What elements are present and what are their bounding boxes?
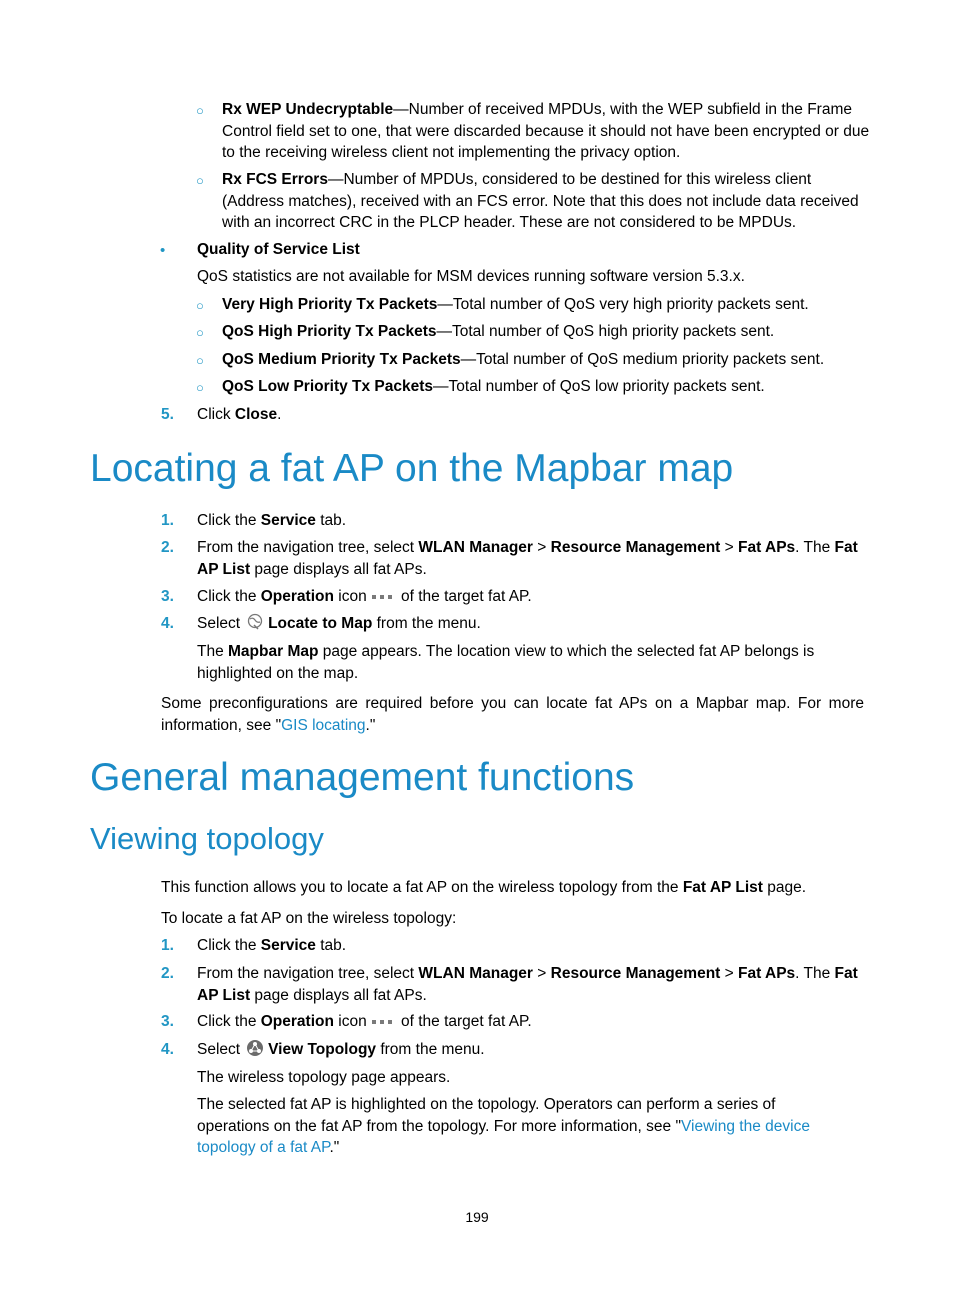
ui-term: Fat APs bbox=[738, 539, 796, 556]
text: icon bbox=[333, 1013, 367, 1030]
topology-intro bbox=[161, 877, 864, 899]
device-topology-link[interactable]: Viewing the device topology of a fat AP bbox=[197, 1117, 810, 1156]
ui-term: Close bbox=[234, 406, 278, 423]
section-heading-general: General management functions bbox=[90, 756, 635, 799]
text: page displays all fat APs. bbox=[250, 560, 427, 578]
ui-term: View Topology bbox=[268, 1041, 377, 1058]
sub-bullet-marker: ○ bbox=[196, 298, 204, 313]
ui-term: Operation bbox=[260, 1013, 334, 1030]
text: > bbox=[532, 539, 551, 556]
text: Select bbox=[197, 1041, 241, 1058]
locate-to-map-icon bbox=[246, 613, 264, 631]
sub-bullet-marker: ○ bbox=[196, 103, 204, 118]
sub-bullet-marker: ○ bbox=[196, 325, 204, 340]
ui-term: WLAN Manager bbox=[418, 965, 533, 982]
step-number: 4. bbox=[161, 1041, 174, 1058]
ui-term: Resource Management bbox=[550, 965, 721, 982]
text: . The bbox=[795, 965, 835, 982]
text: page displays all fat APs. bbox=[250, 986, 427, 1004]
operation-dots-icon bbox=[371, 1017, 393, 1027]
text: of the target fat AP. bbox=[396, 1013, 532, 1030]
step-number: 2. bbox=[161, 965, 174, 982]
mapbar-step-3 bbox=[197, 586, 872, 608]
text: Click the bbox=[197, 588, 261, 605]
sub-bullet-marker: ○ bbox=[196, 380, 204, 395]
topology-step-2 bbox=[197, 963, 872, 1006]
text: The bbox=[197, 643, 229, 660]
list-item-qos-low bbox=[222, 376, 872, 398]
text: page appears. The location view to which the selected fat AP belongs is highlighted on the map. bbox=[197, 643, 815, 682]
step-number: 3. bbox=[161, 588, 174, 605]
text: . The bbox=[795, 539, 835, 556]
text: This function allows you to locate a fat AP on the wireless topology from the bbox=[161, 879, 683, 896]
mapbar-info-paragraph bbox=[161, 693, 864, 736]
mapbar-step-4-note bbox=[197, 641, 872, 684]
text: ." bbox=[329, 1139, 340, 1156]
sub-heading-viewing-topology: Viewing topology bbox=[90, 821, 324, 856]
sub-bullet-marker: ○ bbox=[196, 173, 204, 188]
topology-step-4-note-1: The wireless topology page appears. bbox=[197, 1069, 451, 1086]
list-item-rx-fcs bbox=[222, 169, 872, 234]
qos-note: QoS statistics are not available for MSM devices running software version 5.3.x. bbox=[197, 268, 745, 285]
list-item-qos-high bbox=[222, 321, 872, 343]
description: —Total number of QoS high priority packets sent. bbox=[436, 323, 775, 340]
sub-bullet-marker: ○ bbox=[196, 353, 204, 368]
step-number: 1. bbox=[161, 937, 174, 954]
step-5 bbox=[197, 404, 872, 426]
page-number: 199 bbox=[465, 1209, 489, 1225]
text: Select bbox=[197, 615, 241, 632]
description: —Total number of QoS low priority packets sent. bbox=[433, 378, 765, 395]
list-item-rx-wep bbox=[222, 99, 872, 164]
step-number: 1. bbox=[161, 512, 174, 529]
description: —Total number of QoS very high priority packets sent. bbox=[437, 296, 809, 313]
text: Click bbox=[197, 406, 235, 423]
term: Rx FCS Errors bbox=[222, 171, 328, 188]
text: Click the bbox=[197, 512, 261, 529]
term: Rx WEP Undecryptable bbox=[222, 101, 394, 118]
ui-term: Fat AP List bbox=[197, 539, 858, 578]
text: > bbox=[720, 965, 739, 982]
ui-term: Fat AP List bbox=[682, 879, 763, 896]
term: QoS Low Priority Tx Packets bbox=[222, 378, 434, 395]
list-item-qos-very-high bbox=[222, 294, 872, 316]
ui-term: Service bbox=[260, 512, 316, 529]
step-number: 2. bbox=[161, 539, 174, 556]
qos-heading: Quality of Service List bbox=[197, 241, 360, 258]
ui-term: Operation bbox=[260, 588, 334, 605]
ui-term: Fat APs bbox=[738, 965, 796, 982]
mapbar-step-1 bbox=[197, 510, 872, 532]
operation-dots-icon bbox=[371, 592, 393, 602]
text: . bbox=[277, 406, 282, 423]
ui-term: Mapbar Map bbox=[228, 643, 319, 660]
topology-step-4-note-2 bbox=[197, 1094, 837, 1159]
ui-term: Locate to Map bbox=[268, 615, 373, 632]
step-number: 3. bbox=[161, 1013, 174, 1030]
text: Click the bbox=[197, 937, 261, 954]
topology-step-1 bbox=[197, 935, 872, 957]
view-topology-icon bbox=[246, 1039, 264, 1057]
ui-term: WLAN Manager bbox=[418, 539, 533, 556]
term: QoS High Priority Tx Packets bbox=[222, 323, 437, 340]
text: page. bbox=[762, 879, 807, 896]
ui-term: Fat AP List bbox=[197, 965, 858, 1004]
text: icon bbox=[333, 588, 367, 605]
mapbar-step-4 bbox=[197, 613, 872, 635]
text: of the target fat AP. bbox=[396, 588, 532, 605]
description: —Number of received MPDUs, with the WEP subfield in the Frame Control field set to one, that were discarded because it should not have been encrypted or due to the receiving wireless client not implementing the privacy option. bbox=[222, 101, 870, 161]
description: —Number of MPDUs, considered to be destined for this wireless client (Address matches), received with an FCS error. Note that this does not include data received with an incorrect CRC in the PLCP header. These are not considered to be MPDUs. bbox=[222, 171, 859, 231]
mapbar-step-2 bbox=[197, 537, 872, 580]
text: The selected fat AP is highlighted on the topology. Operators can perform a series of operations on the fat AP from the topology. For more information, see " bbox=[197, 1096, 776, 1135]
term: QoS Medium Priority Tx Packets bbox=[222, 351, 461, 368]
text: > bbox=[720, 539, 739, 556]
text: from the menu. bbox=[372, 615, 481, 632]
step-number: 4. bbox=[161, 615, 174, 632]
text: From the navigation tree, select bbox=[197, 965, 419, 982]
gis-locating-link[interactable]: GIS locating bbox=[281, 716, 366, 734]
bullet-marker: • bbox=[160, 242, 166, 259]
text: tab. bbox=[315, 512, 347, 529]
topology-step-4 bbox=[197, 1039, 872, 1061]
text: ." bbox=[365, 716, 376, 734]
text: Some preconfigurations are required before you can locate fat APs on a Mapbar map. For more information, see " bbox=[161, 695, 864, 734]
ui-term: Service bbox=[260, 937, 316, 954]
text: > bbox=[532, 965, 551, 982]
text: From the navigation tree, select bbox=[197, 539, 419, 556]
description: —Total number of QoS medium priority packets sent. bbox=[460, 351, 825, 368]
text: Click the bbox=[197, 1013, 261, 1030]
step-number: 5. bbox=[161, 406, 174, 423]
section-heading-mapbar: Locating a fat AP on the Mapbar map bbox=[90, 447, 734, 490]
text: from the menu. bbox=[376, 1041, 485, 1058]
topology-step-3 bbox=[197, 1011, 872, 1033]
ui-term: Resource Management bbox=[550, 539, 721, 556]
text: tab. bbox=[315, 937, 347, 954]
topology-lead: To locate a fat AP on the wireless topology: bbox=[161, 910, 457, 927]
list-item-qos-medium bbox=[222, 349, 872, 371]
term: Very High Priority Tx Packets bbox=[222, 296, 438, 313]
